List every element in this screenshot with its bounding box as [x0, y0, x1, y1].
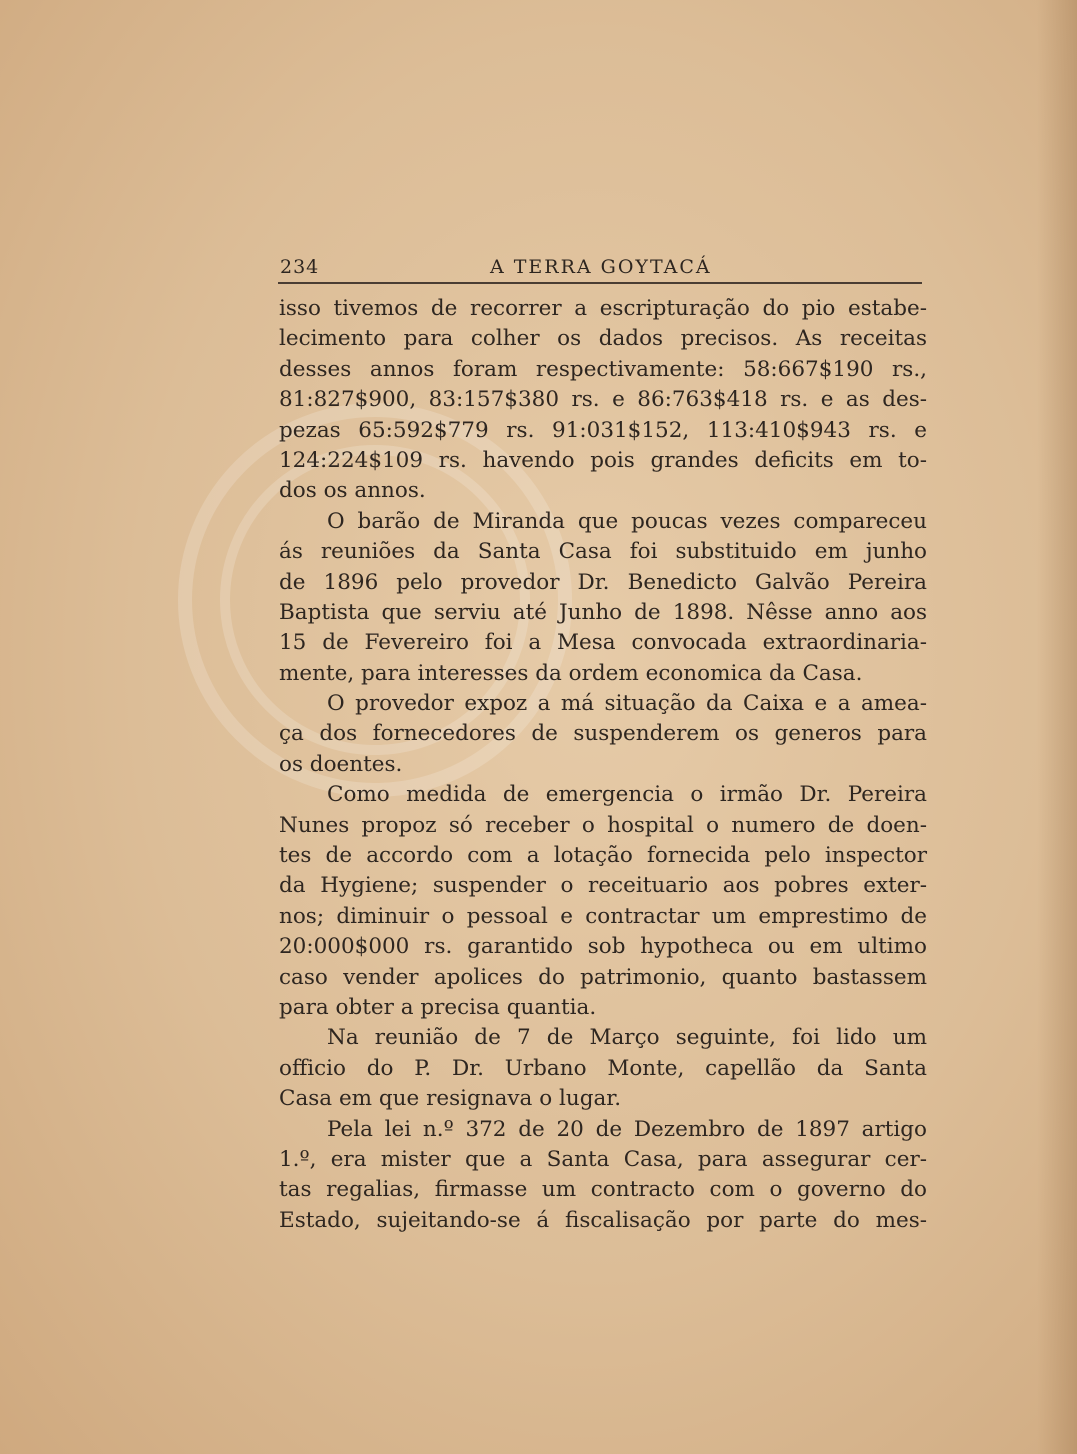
- text-line: 1.º, era mister que a Santa Casa, para assegurar cer-: [279, 1146, 927, 1172]
- text-line: Nunes propoz só receber o hospital o numero de doen-: [279, 812, 927, 838]
- text-line: O barão de Miranda que poucas vezes compareceu: [327, 508, 927, 534]
- text-line: da Hygiene; suspender o receituario aos pobres exter-: [279, 873, 927, 899]
- text-line: Pela lei n.º 372 de 20 de Dezembro de 1897 artigo: [327, 1116, 927, 1142]
- text-line: nos; diminuir o pessoal e contractar um emprestimo de: [279, 903, 927, 929]
- body-text: [279, 294, 927, 1236]
- text-line: de 1896 pelo provedor Dr. Benedicto Galvão Pereira: [279, 569, 927, 595]
- text-line: Baptista que serviu até Junho de 1898. Nêsse anno aos: [279, 599, 927, 625]
- text-line: dos os annos.: [279, 478, 426, 504]
- page-edge-shadow: [1037, 0, 1077, 1454]
- text-line: desses annos foram respectivamente: 58:667$190 rs.,: [279, 356, 927, 382]
- text-line: tas regalias, firmasse um contracto com o governo do: [279, 1177, 927, 1203]
- text-line: ás reuniões da Santa Casa foi substituido em junho: [279, 539, 927, 565]
- page-header: [278, 254, 922, 284]
- text-line: caso vender apolices do patrimonio, quanto bastassem: [279, 964, 927, 990]
- text-line: Casa em que resignava o lugar.: [279, 1086, 622, 1112]
- text-line: mente, para interesses da ordem economica da Casa.: [279, 660, 863, 686]
- text-line: Como medida de emergencia o irmão Dr. Pereira: [327, 782, 927, 808]
- text-line: 20:000$000 rs. garantido sob hypotheca ou em ultimo: [279, 934, 927, 960]
- text-line: pezas 65:592$779 rs. 91:031$152, 113:410$943 rs. e: [279, 417, 927, 443]
- text-line: tes de accordo com a lotação fornecida pelo inspector: [279, 843, 927, 869]
- text-line: Na reunião de 7 de Março seguinte, foi lido um: [327, 1025, 927, 1051]
- text-line: O provedor expoz a má situação da Caixa e a amea-: [327, 691, 927, 717]
- text-line: ça dos fornecedores de suspenderem os generos para: [279, 721, 927, 747]
- text-line: 15 de Fevereiro foi a Mesa convocada extraordinaria-: [279, 630, 927, 656]
- text-line: 124:224$109 rs. havendo pois grandes deficits em to-: [279, 447, 927, 473]
- text-line: Estado, sujeitando-se á fiscalisação por parte do mes-: [279, 1207, 927, 1233]
- text-line: lecimento para colher os dados precisos. As receitas: [279, 326, 927, 352]
- text-line: isso tivemos de recorrer a escripturação do pio estabe-: [279, 296, 927, 321]
- running-title: A TERRA GOYTACÁ: [490, 256, 712, 278]
- text-line: para obter a precisa quantia.: [279, 994, 597, 1020]
- text-line: 81:827$900, 83:157$380 rs. e 86:763$418 rs. e as des-: [279, 387, 927, 413]
- text-line: os doentes.: [279, 751, 403, 777]
- page-number: 234: [280, 256, 320, 278]
- text-line: officio do P. Dr. Urbano Monte, capellão da Santa: [279, 1055, 927, 1081]
